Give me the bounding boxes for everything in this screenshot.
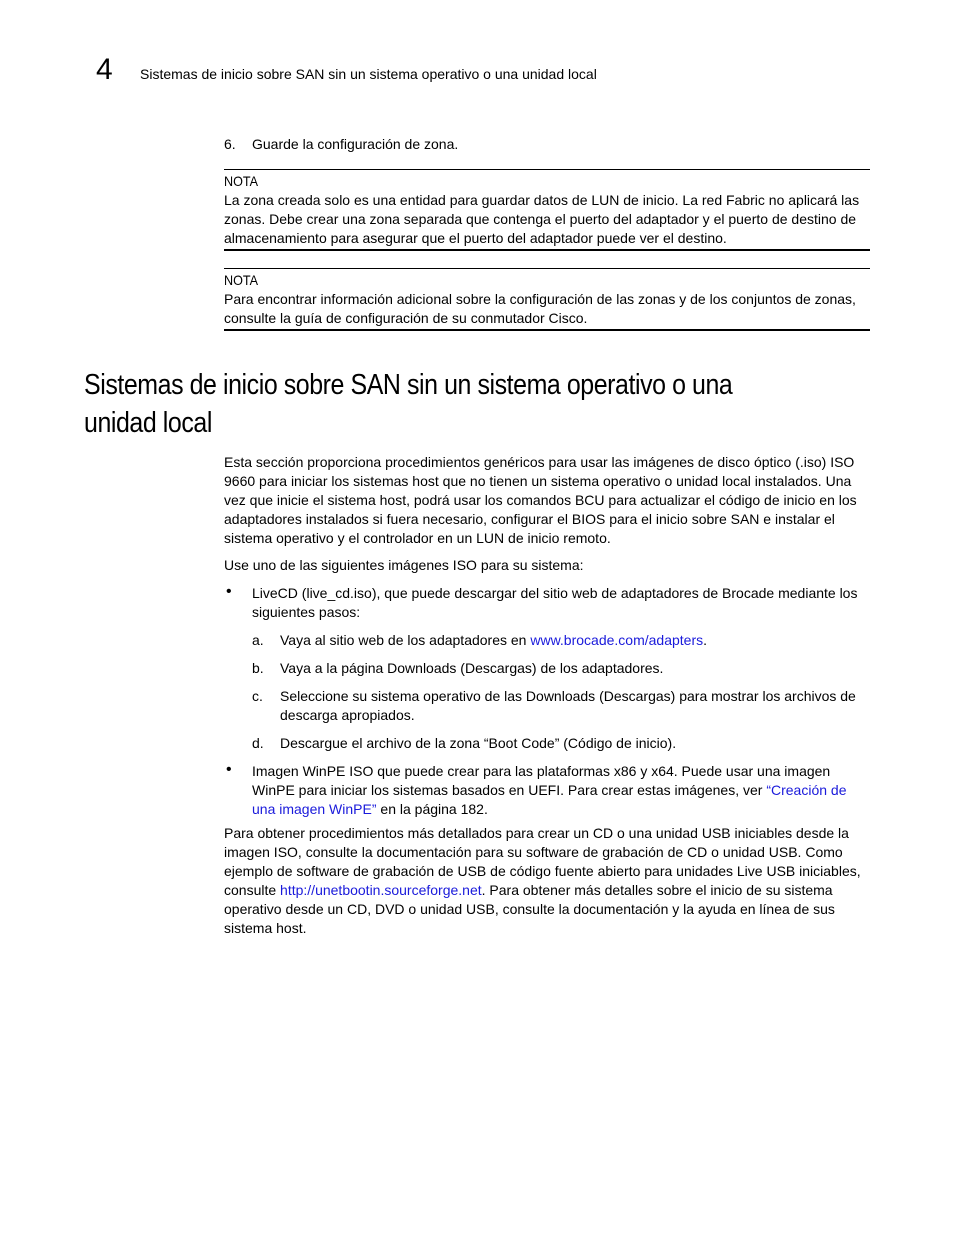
intro-paragraph: Esta sección proporciona procedimientos genéricos para usar las imágenes de disco óptico (.iso) ISO 9660 para iniciar los sistemas host que no tienen un sistema operativo o unidad local instalados. Una vez que inicie el sistema host, podrá usar los comandos BCU para actualizar el código de inicio en los adaptadores instalados si fuera necesario, configurar el BIOS para el inicio sobre SAN e instalar el sistema operativo y el controlador en un LUN de inicio remoto. [224,454,857,546]
substep-a [252,631,870,650]
substep-text: Descargue el archivo de la zona “Boot Code” (Código de inicio). [280,735,677,751]
substep-text: Seleccione su sistema operativo de las [280,688,526,704]
bullet-text: Imagen WinPE ISO que puede crear para las plataformas x86 y x64. Puede usar una imagen WinPE para iniciar los sistemas basados en UEFI. Para crear estas imágenes, ver [252,763,831,798]
section-heading-line-2: unidad local [84,407,212,439]
note-label: NOTA [224,272,259,288]
bullet-icon: • [226,761,232,778]
step-text: Guarde la configuración de zona. [252,136,459,152]
substep-d [252,734,870,753]
note-1 [224,169,870,251]
substep-letter: b. [252,660,264,676]
substep-text-end: . [703,632,708,648]
closing-text: Para obtener procedimientos más detallados para crear un CD o una unidad USB iniciables desde la imagen ISO, consulte la documentación para su software de grabación de CD o unidad USB. Como ejemplo de software de grabación de USB de código fuente abierto para unidades Live USB iniciables, consulte [224,825,861,898]
closing-text-end: . Para obtener más detalles sobre el inicio de su sistema operativo desde un CD, DVD o unidad USB, consulte la documentación y la ayuda en línea de sus sistema host. [224,882,835,936]
chapter-number: 4 [96,53,113,86]
step-number: 6. [224,136,236,152]
use-line: Use uno de las siguientes imágenes ISO para su sistema: [224,557,584,573]
substep-letter: a. [252,632,264,648]
running-title: Sistemas de inicio sobre SAN sin un sistema operativo o una unidad local [140,66,597,82]
unetbootin-link[interactable]: http://unetbootin.sourceforge.net [280,882,482,898]
substep-text-end: (Descargas) de los adaptadores. [456,660,664,676]
substep-text: Vaya al sitio web de los adaptadores en [280,632,531,648]
substep-text: Vaya a la página [280,660,388,676]
substep-letter: d. [252,735,264,751]
note-text: La zona creada solo es una entidad para guardar datos de LUN de inicio. La red Fabric no aplicará las zonas. Debe crear una zona separada que contenga el puerto del adaptador y el puerto de destino de almacenamiento para asegurar que el puerto del adaptador puede ver el destino. [224,192,860,246]
bullet-icon: • [226,583,232,600]
downloads-term: Downloads [387,660,457,676]
list-item-winpe [224,762,870,819]
winpe-image-link[interactable]: “Creación de una imagen WinPE” [252,782,847,817]
substep-text-end: (Descargas) para mostrar los archivos de descarga apropiados. [280,688,856,723]
closing-paragraph [224,824,870,938]
bullet-text: LiveCD (live_cd.iso), que puede descargar del sitio web de adaptadores de Brocade mediante los siguientes pasos: [252,585,858,620]
section-heading-line-1: Sistemas de inicio sobre SAN sin un sistema operativo o una [84,369,733,401]
brocade-adapters-link[interactable]: www.brocade.com/adapters [530,632,704,648]
step-6 [224,135,870,154]
downloads-term: Downloads [525,688,596,704]
section-heading [84,366,858,442]
list-item-livecd [224,584,870,622]
note-text: Para encontrar información adicional sobre la configuración de las zonas y de los conjuntos de zonas, consulte la guía de configuración de su conmutador Cisco. [224,291,856,326]
bullet-text-end: en la página 182. [376,801,488,817]
note-label: NOTA [224,173,259,189]
substep-b [252,659,870,678]
substep-c [252,687,870,725]
substep-letter: c. [252,688,263,704]
note-2 [224,268,870,331]
